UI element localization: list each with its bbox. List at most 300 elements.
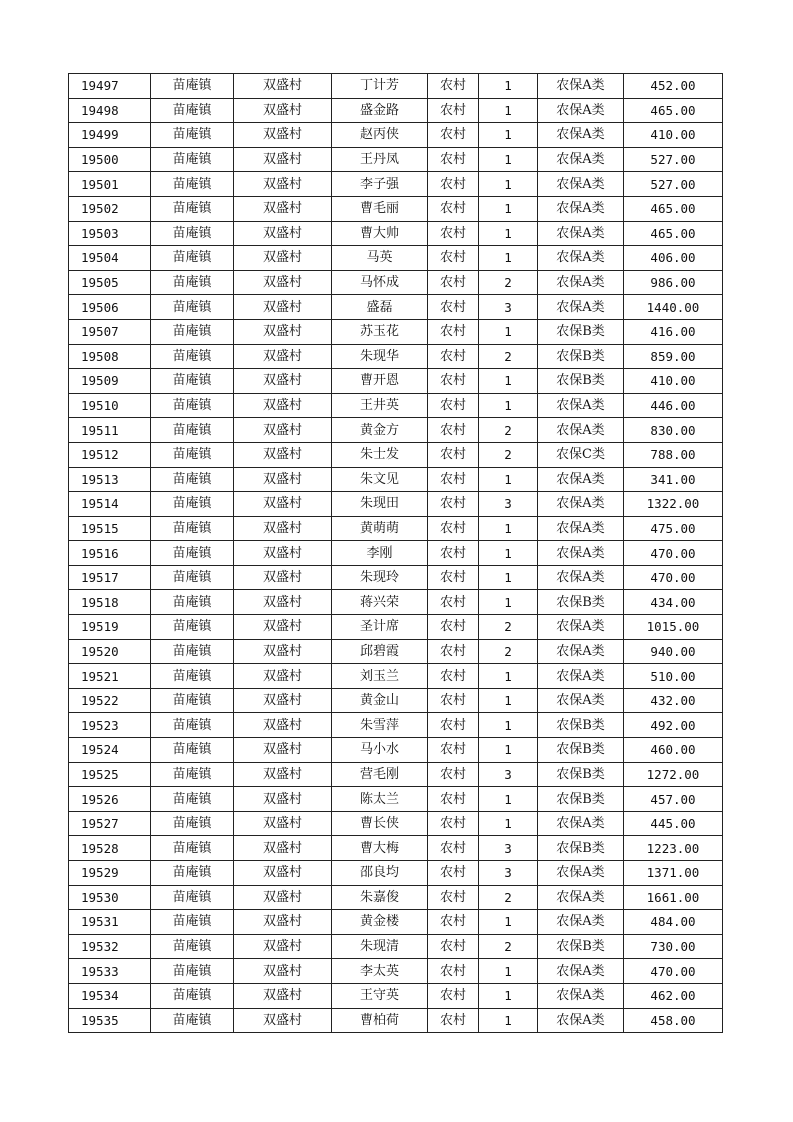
village-cell: 双盛村 [234,393,332,418]
table-row [69,492,723,517]
record-id-cell: 19513 [69,467,151,492]
insurance-category-cell: 农保B类 [538,787,624,812]
area-type-cell: 农村 [428,123,479,148]
village-cell: 双盛村 [234,221,332,246]
person-name-cell: 李太英 [332,959,428,984]
amount-cell: 406.00 [624,246,723,271]
insurance-category-cell: 农保A类 [538,492,624,517]
person-name-cell: 曹大梅 [332,836,428,861]
area-type-cell: 农村 [428,221,479,246]
record-id-cell: 19497 [69,74,151,99]
amount-cell: 470.00 [624,541,723,566]
village-cell: 双盛村 [234,270,332,295]
insurance-category-cell: 农保B类 [538,762,624,787]
town-cell: 苗庵镇 [151,565,234,590]
table-row [69,172,723,197]
area-type-cell: 农村 [428,983,479,1008]
person-name-cell: 马小水 [332,738,428,763]
amount-cell: 470.00 [624,959,723,984]
village-cell: 双盛村 [234,492,332,517]
area-type-cell: 农村 [428,885,479,910]
table-row [69,393,723,418]
record-id-cell: 19530 [69,885,151,910]
table-row [69,246,723,271]
record-id-cell: 19516 [69,541,151,566]
insurance-category-cell: 农保A类 [538,418,624,443]
village-cell: 双盛村 [234,713,332,738]
record-id-cell: 19500 [69,147,151,172]
town-cell: 苗庵镇 [151,270,234,295]
record-id-cell: 19521 [69,664,151,689]
insurance-category-cell: 农保A类 [538,1008,624,1033]
amount-cell: 341.00 [624,467,723,492]
table-row [69,983,723,1008]
amount-cell: 465.00 [624,196,723,221]
table-row [69,811,723,836]
person-name-cell: 盛磊 [332,295,428,320]
household-count-cell: 1 [479,319,538,344]
town-cell: 苗庵镇 [151,688,234,713]
person-name-cell: 曹毛丽 [332,196,428,221]
village-cell: 双盛村 [234,565,332,590]
area-type-cell: 农村 [428,565,479,590]
table-row [69,1008,723,1033]
record-id-cell: 19525 [69,762,151,787]
village-cell: 双盛村 [234,934,332,959]
table-row [69,319,723,344]
insurance-category-cell: 农保A类 [538,861,624,886]
area-type-cell: 农村 [428,98,479,123]
town-cell: 苗庵镇 [151,541,234,566]
person-name-cell: 王丹凤 [332,147,428,172]
record-id-cell: 19509 [69,369,151,394]
person-name-cell: 曹大帅 [332,221,428,246]
amount-cell: 465.00 [624,98,723,123]
table-row [69,590,723,615]
table-row [69,787,723,812]
town-cell: 苗庵镇 [151,196,234,221]
town-cell: 苗庵镇 [151,664,234,689]
area-type-cell: 农村 [428,762,479,787]
amount-cell: 446.00 [624,393,723,418]
person-name-cell: 王井英 [332,393,428,418]
person-name-cell: 陈太兰 [332,787,428,812]
village-cell: 双盛村 [234,1008,332,1033]
town-cell: 苗庵镇 [151,98,234,123]
amount-cell: 457.00 [624,787,723,812]
village-cell: 双盛村 [234,639,332,664]
record-id-cell: 19514 [69,492,151,517]
record-id-cell: 19520 [69,639,151,664]
table-row [69,295,723,320]
table-row [69,688,723,713]
village-cell: 双盛村 [234,147,332,172]
insurance-category-cell: 农保A类 [538,123,624,148]
person-name-cell: 丁计芳 [332,74,428,99]
household-count-cell: 3 [479,836,538,861]
village-cell: 双盛村 [234,983,332,1008]
table-row [69,516,723,541]
village-cell: 双盛村 [234,196,332,221]
record-id-cell: 19523 [69,713,151,738]
area-type-cell: 农村 [428,442,479,467]
town-cell: 苗庵镇 [151,861,234,886]
area-type-cell: 农村 [428,664,479,689]
village-cell: 双盛村 [234,516,332,541]
area-type-cell: 农村 [428,196,479,221]
household-count-cell: 1 [479,123,538,148]
insurance-category-cell: 农保A类 [538,98,624,123]
person-name-cell: 黄金方 [332,418,428,443]
amount-cell: 986.00 [624,270,723,295]
village-cell: 双盛村 [234,885,332,910]
table-row [69,467,723,492]
household-count-cell: 3 [479,762,538,787]
household-count-cell: 1 [479,959,538,984]
amount-cell: 462.00 [624,983,723,1008]
record-id-cell: 19502 [69,196,151,221]
amount-cell: 1661.00 [624,885,723,910]
town-cell: 苗庵镇 [151,492,234,517]
person-name-cell: 李刚 [332,541,428,566]
town-cell: 苗庵镇 [151,442,234,467]
person-name-cell: 朱现玲 [332,565,428,590]
person-name-cell: 邵良均 [332,861,428,886]
record-id-cell: 19505 [69,270,151,295]
table-row [69,74,723,99]
household-count-cell: 2 [479,344,538,369]
table-row [69,738,723,763]
table-row [69,565,723,590]
person-name-cell: 王守英 [332,983,428,1008]
town-cell: 苗庵镇 [151,319,234,344]
insurance-category-cell: 农保A类 [538,885,624,910]
insurance-category-cell: 农保A类 [538,541,624,566]
village-cell: 双盛村 [234,688,332,713]
household-count-cell: 3 [479,295,538,320]
record-id-cell: 19501 [69,172,151,197]
record-id-cell: 19532 [69,934,151,959]
insurance-category-cell: 农保A类 [538,565,624,590]
area-type-cell: 农村 [428,787,479,812]
record-id-cell: 19515 [69,516,151,541]
amount-cell: 788.00 [624,442,723,467]
town-cell: 苗庵镇 [151,787,234,812]
person-name-cell: 曹柏荷 [332,1008,428,1033]
table-row [69,959,723,984]
insurance-category-cell: 农保A类 [538,393,624,418]
amount-cell: 510.00 [624,664,723,689]
person-name-cell: 圣计席 [332,615,428,640]
household-count-cell: 1 [479,467,538,492]
household-count-cell: 1 [479,664,538,689]
town-cell: 苗庵镇 [151,418,234,443]
town-cell: 苗庵镇 [151,615,234,640]
amount-cell: 470.00 [624,565,723,590]
record-id-cell: 19512 [69,442,151,467]
insurance-category-cell: 农保A类 [538,147,624,172]
record-id-cell: 19522 [69,688,151,713]
area-type-cell: 农村 [428,369,479,394]
area-type-cell: 农村 [428,713,479,738]
village-cell: 双盛村 [234,98,332,123]
town-cell: 苗庵镇 [151,467,234,492]
household-count-cell: 1 [479,196,538,221]
village-cell: 双盛村 [234,615,332,640]
area-type-cell: 农村 [428,295,479,320]
insurance-category-cell: 农保A类 [538,639,624,664]
table-row [69,541,723,566]
insurance-category-cell: 农保B类 [538,590,624,615]
amount-cell: 475.00 [624,516,723,541]
person-name-cell: 朱现华 [332,344,428,369]
table-row [69,196,723,221]
area-type-cell: 农村 [428,344,479,369]
record-id-cell: 19535 [69,1008,151,1033]
household-count-cell: 1 [479,393,538,418]
amount-cell: 410.00 [624,123,723,148]
person-name-cell: 朱文见 [332,467,428,492]
town-cell: 苗庵镇 [151,246,234,271]
village-cell: 双盛村 [234,762,332,787]
insurance-category-cell: 农保A类 [538,664,624,689]
insurance-category-cell: 农保B类 [538,369,624,394]
person-name-cell: 朱雪萍 [332,713,428,738]
household-count-cell: 1 [479,147,538,172]
insurance-category-cell: 农保A类 [538,246,624,271]
person-name-cell: 黄萌萌 [332,516,428,541]
record-id-cell: 19524 [69,738,151,763]
village-cell: 双盛村 [234,246,332,271]
household-count-cell: 2 [479,934,538,959]
insurance-category-cell: 农保A类 [538,295,624,320]
record-id-cell: 19507 [69,319,151,344]
area-type-cell: 农村 [428,836,479,861]
person-name-cell: 盛金路 [332,98,428,123]
area-type-cell: 农村 [428,910,479,935]
area-type-cell: 农村 [428,74,479,99]
insurance-category-cell: 农保B类 [538,319,624,344]
insurance-category-cell: 农保A类 [538,910,624,935]
amount-cell: 830.00 [624,418,723,443]
insurance-category-cell: 农保A类 [538,172,624,197]
insurance-category-cell: 农保B类 [538,836,624,861]
household-count-cell: 2 [479,615,538,640]
town-cell: 苗庵镇 [151,738,234,763]
person-name-cell: 朱嘉俊 [332,885,428,910]
town-cell: 苗庵镇 [151,295,234,320]
person-name-cell: 曹长侠 [332,811,428,836]
household-count-cell: 1 [479,787,538,812]
insurance-category-cell: 农保A类 [538,983,624,1008]
town-cell: 苗庵镇 [151,393,234,418]
village-cell: 双盛村 [234,74,332,99]
insurance-category-cell: 农保A类 [538,811,624,836]
person-name-cell: 邱碧霞 [332,639,428,664]
amount-cell: 458.00 [624,1008,723,1033]
village-cell: 双盛村 [234,123,332,148]
table-row [69,762,723,787]
area-type-cell: 农村 [428,418,479,443]
town-cell: 苗庵镇 [151,221,234,246]
person-name-cell: 黄金楼 [332,910,428,935]
household-count-cell: 1 [479,590,538,615]
amount-cell: 730.00 [624,934,723,959]
household-count-cell: 1 [479,74,538,99]
household-count-cell: 3 [479,492,538,517]
table-row [69,123,723,148]
record-id-cell: 19531 [69,910,151,935]
insurance-category-cell: 农保A类 [538,74,624,99]
record-id-cell: 19518 [69,590,151,615]
village-cell: 双盛村 [234,738,332,763]
person-name-cell: 马英 [332,246,428,271]
area-type-cell: 农村 [428,639,479,664]
area-type-cell: 农村 [428,934,479,959]
insurance-category-cell: 农保A类 [538,615,624,640]
amount-cell: 1371.00 [624,861,723,886]
table-row [69,836,723,861]
area-type-cell: 农村 [428,246,479,271]
table-row [69,98,723,123]
insurance-category-cell: 农保C类 [538,442,624,467]
amount-cell: 859.00 [624,344,723,369]
amount-cell: 940.00 [624,639,723,664]
town-cell: 苗庵镇 [151,147,234,172]
village-cell: 双盛村 [234,172,332,197]
household-count-cell: 2 [479,442,538,467]
village-cell: 双盛村 [234,836,332,861]
person-name-cell: 营毛刚 [332,762,428,787]
area-type-cell: 农村 [428,270,479,295]
household-count-cell: 1 [479,713,538,738]
table-row [69,910,723,935]
area-type-cell: 农村 [428,172,479,197]
area-type-cell: 农村 [428,147,479,172]
insurance-category-cell: 农保B类 [538,934,624,959]
record-id-cell: 19508 [69,344,151,369]
area-type-cell: 农村 [428,541,479,566]
household-count-cell: 1 [479,541,538,566]
town-cell: 苗庵镇 [151,811,234,836]
area-type-cell: 农村 [428,959,479,984]
village-cell: 双盛村 [234,344,332,369]
town-cell: 苗庵镇 [151,959,234,984]
person-name-cell: 赵丙侠 [332,123,428,148]
insurance-category-cell: 农保A类 [538,516,624,541]
household-count-cell: 1 [479,1008,538,1033]
table-row [69,885,723,910]
area-type-cell: 农村 [428,688,479,713]
village-cell: 双盛村 [234,442,332,467]
table-row [69,639,723,664]
village-cell: 双盛村 [234,418,332,443]
area-type-cell: 农村 [428,615,479,640]
amount-cell: 434.00 [624,590,723,615]
village-cell: 双盛村 [234,811,332,836]
household-count-cell: 1 [479,738,538,763]
area-type-cell: 农村 [428,516,479,541]
amount-cell: 410.00 [624,369,723,394]
insurance-category-cell: 农保B类 [538,344,624,369]
household-count-cell: 1 [479,516,538,541]
household-count-cell: 2 [479,418,538,443]
amount-cell: 1223.00 [624,836,723,861]
insurance-category-cell: 农保A类 [538,959,624,984]
record-id-cell: 19527 [69,811,151,836]
person-name-cell: 李子强 [332,172,428,197]
household-count-cell: 2 [479,639,538,664]
household-count-cell: 1 [479,246,538,271]
town-cell: 苗庵镇 [151,74,234,99]
insurance-category-cell: 农保A类 [538,688,624,713]
insurance-category-cell: 农保A类 [538,196,624,221]
record-id-cell: 19511 [69,418,151,443]
person-name-cell: 朱现清 [332,934,428,959]
household-count-cell: 1 [479,910,538,935]
person-name-cell: 黄金山 [332,688,428,713]
person-name-cell: 朱现田 [332,492,428,517]
table-row [69,664,723,689]
record-id-cell: 19503 [69,221,151,246]
household-count-cell: 1 [479,688,538,713]
area-type-cell: 农村 [428,1008,479,1033]
amount-cell: 527.00 [624,147,723,172]
table-row [69,344,723,369]
amount-cell: 1322.00 [624,492,723,517]
insurance-category-cell: 农保A类 [538,270,624,295]
household-count-cell: 1 [479,98,538,123]
table-row [69,861,723,886]
town-cell: 苗庵镇 [151,516,234,541]
town-cell: 苗庵镇 [151,639,234,664]
record-id-cell: 19533 [69,959,151,984]
household-count-cell: 1 [479,811,538,836]
village-cell: 双盛村 [234,664,332,689]
area-type-cell: 农村 [428,738,479,763]
record-id-cell: 19528 [69,836,151,861]
insurance-category-cell: 农保A类 [538,221,624,246]
town-cell: 苗庵镇 [151,983,234,1008]
village-cell: 双盛村 [234,369,332,394]
table-row [69,221,723,246]
person-name-cell: 蒋兴荣 [332,590,428,615]
record-id-cell: 19499 [69,123,151,148]
insurance-category-cell: 农保B类 [538,713,624,738]
amount-cell: 1015.00 [624,615,723,640]
table-row [69,147,723,172]
amount-cell: 492.00 [624,713,723,738]
person-name-cell: 刘玉兰 [332,664,428,689]
insurance-category-cell: 农保B类 [538,738,624,763]
amount-cell: 460.00 [624,738,723,763]
town-cell: 苗庵镇 [151,1008,234,1033]
person-name-cell: 朱士发 [332,442,428,467]
amount-cell: 465.00 [624,221,723,246]
household-count-cell: 2 [479,270,538,295]
town-cell: 苗庵镇 [151,369,234,394]
town-cell: 苗庵镇 [151,910,234,935]
person-name-cell: 曹开恩 [332,369,428,394]
amount-cell: 1272.00 [624,762,723,787]
town-cell: 苗庵镇 [151,713,234,738]
village-cell: 双盛村 [234,590,332,615]
record-id-cell: 19519 [69,615,151,640]
town-cell: 苗庵镇 [151,885,234,910]
household-count-cell: 1 [479,369,538,394]
records-table [68,73,723,1033]
record-id-cell: 19529 [69,861,151,886]
